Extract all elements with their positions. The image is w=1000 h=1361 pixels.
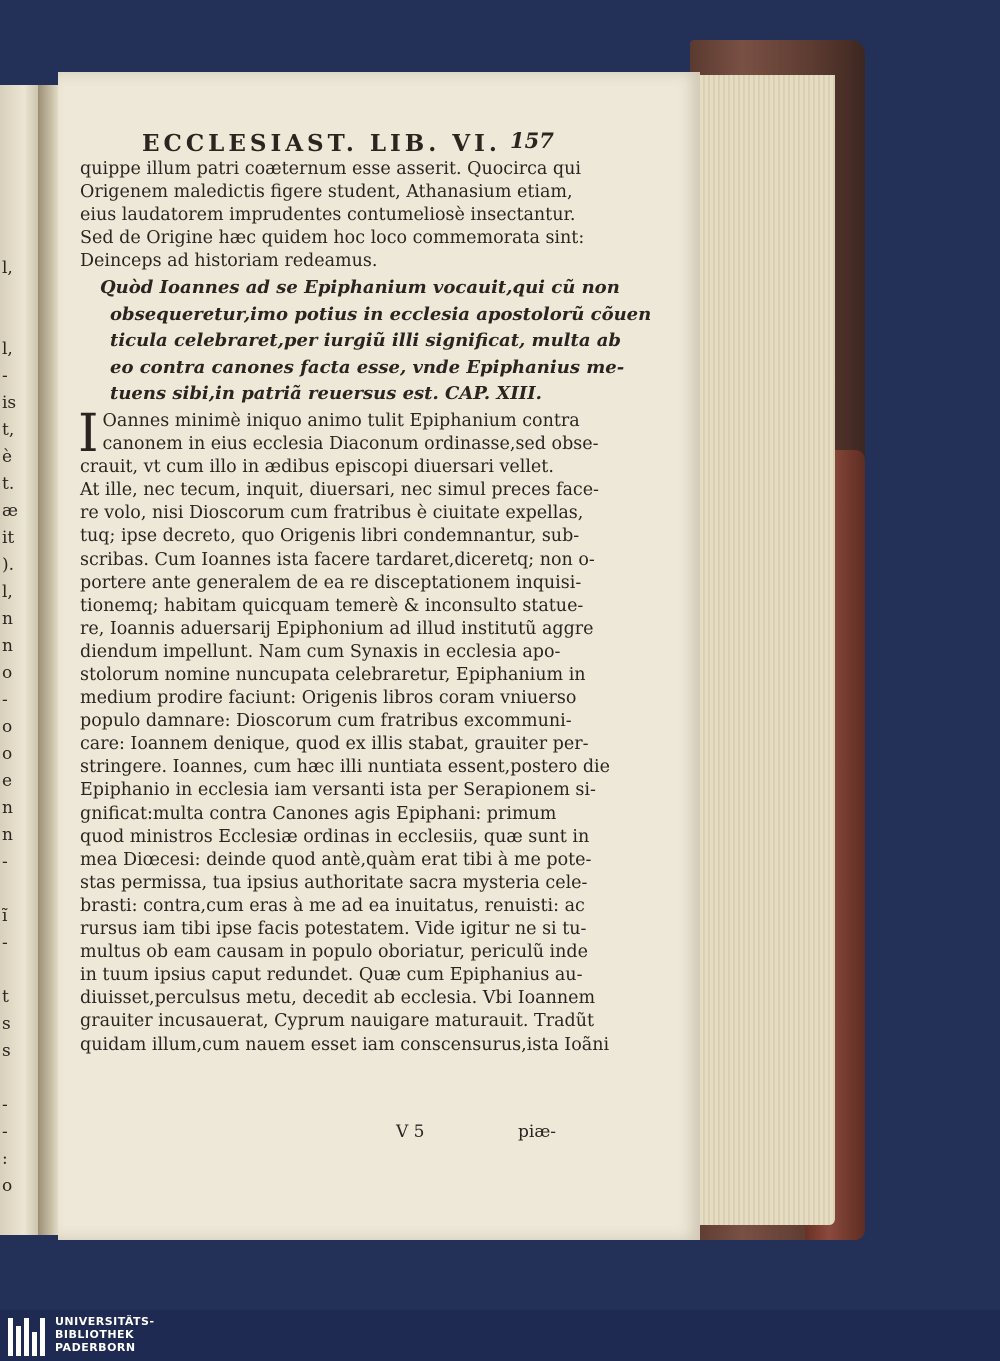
running-head: ECCLESIAST. LIB. VI. (142, 130, 501, 157)
left-page-sliver (0, 85, 40, 1235)
left-fragment: t (2, 987, 9, 1007)
left-fragment: it (2, 528, 15, 548)
text-line: re volo, nisi Dioscorum cum fratribus è ciuitate expellas, (80, 503, 584, 524)
left-fragment: o (2, 744, 13, 764)
text-line: tionemq; habitam quicquam temerè & inconsulto statue- (80, 595, 584, 616)
left-fragment: : (2, 1149, 8, 1169)
text-line: populo damnare: Dioscorum cum fratribus excommuni- (80, 711, 572, 732)
library-footer (0, 1310, 1000, 1361)
left-fragment: o (2, 663, 13, 683)
chapter-text (78, 403, 610, 1057)
left-fragment: t. (2, 474, 15, 494)
left-fragment: - (2, 1122, 8, 1142)
left-fragment: - (2, 366, 8, 386)
text-line: brasti: contra,cum eras à me ad ea inuitatus, renuisti: ac (80, 895, 585, 916)
text-line: ticula celebraret,per iurgiũ illi significat, multa ab (110, 330, 622, 352)
text-line: At ille, nec tecum, inquit, diuersari, nec simul preces face- (80, 480, 599, 501)
left-fragment (2, 876, 38, 903)
left-fragment (2, 309, 38, 336)
text-line: portere ante generalem de ea re disceptationem inquisi- (80, 572, 582, 593)
text-line: diendum impellunt. Nam cum Synaxis in ecclesia apo- (80, 641, 561, 662)
left-fragment: n (2, 609, 13, 629)
left-fragment: s (2, 1014, 11, 1034)
drop-cap: I (78, 403, 99, 464)
text-line: care: Ioannem denique, quod ex illis stabat, grauiter per- (80, 734, 589, 755)
left-fragment: n (2, 825, 13, 845)
page-number: 157 (510, 128, 554, 153)
text-line: eius laudatorem imprudentes contumeliosè insectantur. (80, 205, 576, 226)
text-line: stringere. Ioannes, cum hæc illi nuntiata essent,postero die (80, 757, 610, 778)
catchword: piæ- (518, 1122, 557, 1142)
left-fragment: l, (2, 339, 13, 359)
left-fragment (2, 1065, 38, 1092)
page-block-edge (690, 75, 835, 1225)
signature-mark: V 5 (396, 1122, 425, 1142)
text-line: grauiter incusauerat, Cyprum nauigare maturauit. Tradũt (80, 1011, 595, 1032)
text-line: rursus iam tibi ipse facis potestatem. Vide igitur ne si tu- (80, 919, 587, 940)
text-line: medium prodire faciunt: Origenis libros coram vniuerso (80, 688, 577, 709)
book-page (58, 72, 700, 1240)
text-line: Deinceps ad historiam redeamus. (80, 251, 378, 272)
text-line: tuq; ipse decreto, quo Origenis libri condemnantur, sub- (80, 526, 580, 547)
library-name-line-3: PADERBORN (55, 1341, 136, 1354)
library-name (55, 1315, 155, 1354)
left-fragment: l, (2, 582, 13, 602)
text-line: in tuum ipsius caput redundet. Quæ cum Epiphanius au- (80, 965, 583, 986)
text-line: multus ob eam causam in populo oboriatur, periculũ inde (80, 942, 588, 963)
left-fragment: n (2, 636, 13, 656)
text-line: stas permissa, tua ipsius authoritate sacra mysteria cele- (80, 872, 588, 893)
chapter-heading (80, 275, 652, 408)
text-line: crauit, vt cum illo in ædibus episcopi diuersari vellet. (80, 457, 554, 478)
text-line: quippe illum patri coæternum esse asserit. Quocirca qui (80, 159, 581, 179)
left-page-fragments (2, 255, 38, 1200)
left-fragment: - (2, 690, 8, 710)
text-line: eo contra canones facta esse, vnde Epiphanius me- (110, 356, 625, 378)
text-line: scribas. Cum Ioannes ista facere tardaret,diceretq; non o- (80, 549, 595, 570)
left-fragment: ĩ (2, 906, 8, 926)
text-line: gnificat:multa contra Canones agis Epiphani: primum (80, 803, 557, 824)
left-fragment: è (2, 447, 13, 467)
left-fragment: t, (2, 420, 15, 440)
text-line: Oannes minimè iniquo animo tulit Epiphanium contra (102, 410, 580, 431)
text-line: Sed de Origine hæc quidem hoc loco commemorata sint: (80, 228, 585, 249)
text-line: tuens sibi,in patriã reuersus est. CAP. XIII. (110, 383, 542, 405)
left-fragment: - (2, 1095, 8, 1115)
left-fragment (2, 282, 38, 309)
left-fragment: n (2, 798, 13, 818)
left-fragment: l, (2, 258, 13, 278)
left-fragment: o (2, 1176, 13, 1196)
text-line: Quòd Ioannes ad se Epiphanium vocauit,qui cũ non (100, 277, 620, 299)
text-line: Epiphanio in ecclesia iam versanti ista per Serapionem si- (80, 780, 596, 801)
page-text (78, 158, 652, 1057)
library-logo-icon (8, 1318, 46, 1356)
left-fragment: - (2, 852, 8, 872)
text-line: mea Diœcesi: deinde quod antè,quàm erat tibi à me pote- (80, 849, 592, 870)
left-fragment: - (2, 933, 8, 953)
body-paragraph (80, 158, 585, 273)
library-name-line-2: BIBLIOTHEK (55, 1328, 135, 1341)
left-fragment: o (2, 717, 13, 737)
gutter-shadow (38, 85, 60, 1235)
text-line: Origenem maledictis figere student, Athanasium etiam, (80, 182, 573, 203)
left-fragment: ). (2, 555, 15, 575)
text-line: quidam illum,cum nauem esset iam conscensurus,ista Ioãni (80, 1034, 610, 1055)
library-name-line-1: UNIVERSITÄTS- (55, 1315, 155, 1328)
text-line: re, Ioannis aduersarij Epiphonium ad illud institutũ aggre (80, 618, 594, 639)
left-fragment (2, 957, 38, 984)
text-line: stolorum nomine nuncupata celebraretur, Epiphanium in (80, 665, 586, 685)
text-line: diuisset,perculsus metu, decedit ab ecclesia. Vbi Ioannem (80, 988, 596, 1009)
left-fragment: e (2, 771, 13, 791)
left-fragment: s (2, 1041, 11, 1061)
left-fragment: is (2, 393, 17, 413)
text-line: obsequeretur,imo potius in ecclesia apostolorũ cõuen (110, 303, 652, 325)
text-line: quod ministros Ecclesiæ ordinas in ecclesiis, quæ sunt in (80, 826, 590, 847)
text-line: canonem in eius ecclesia Diaconum ordinasse,sed obse- (102, 434, 599, 455)
left-fragment: æ (2, 501, 18, 521)
